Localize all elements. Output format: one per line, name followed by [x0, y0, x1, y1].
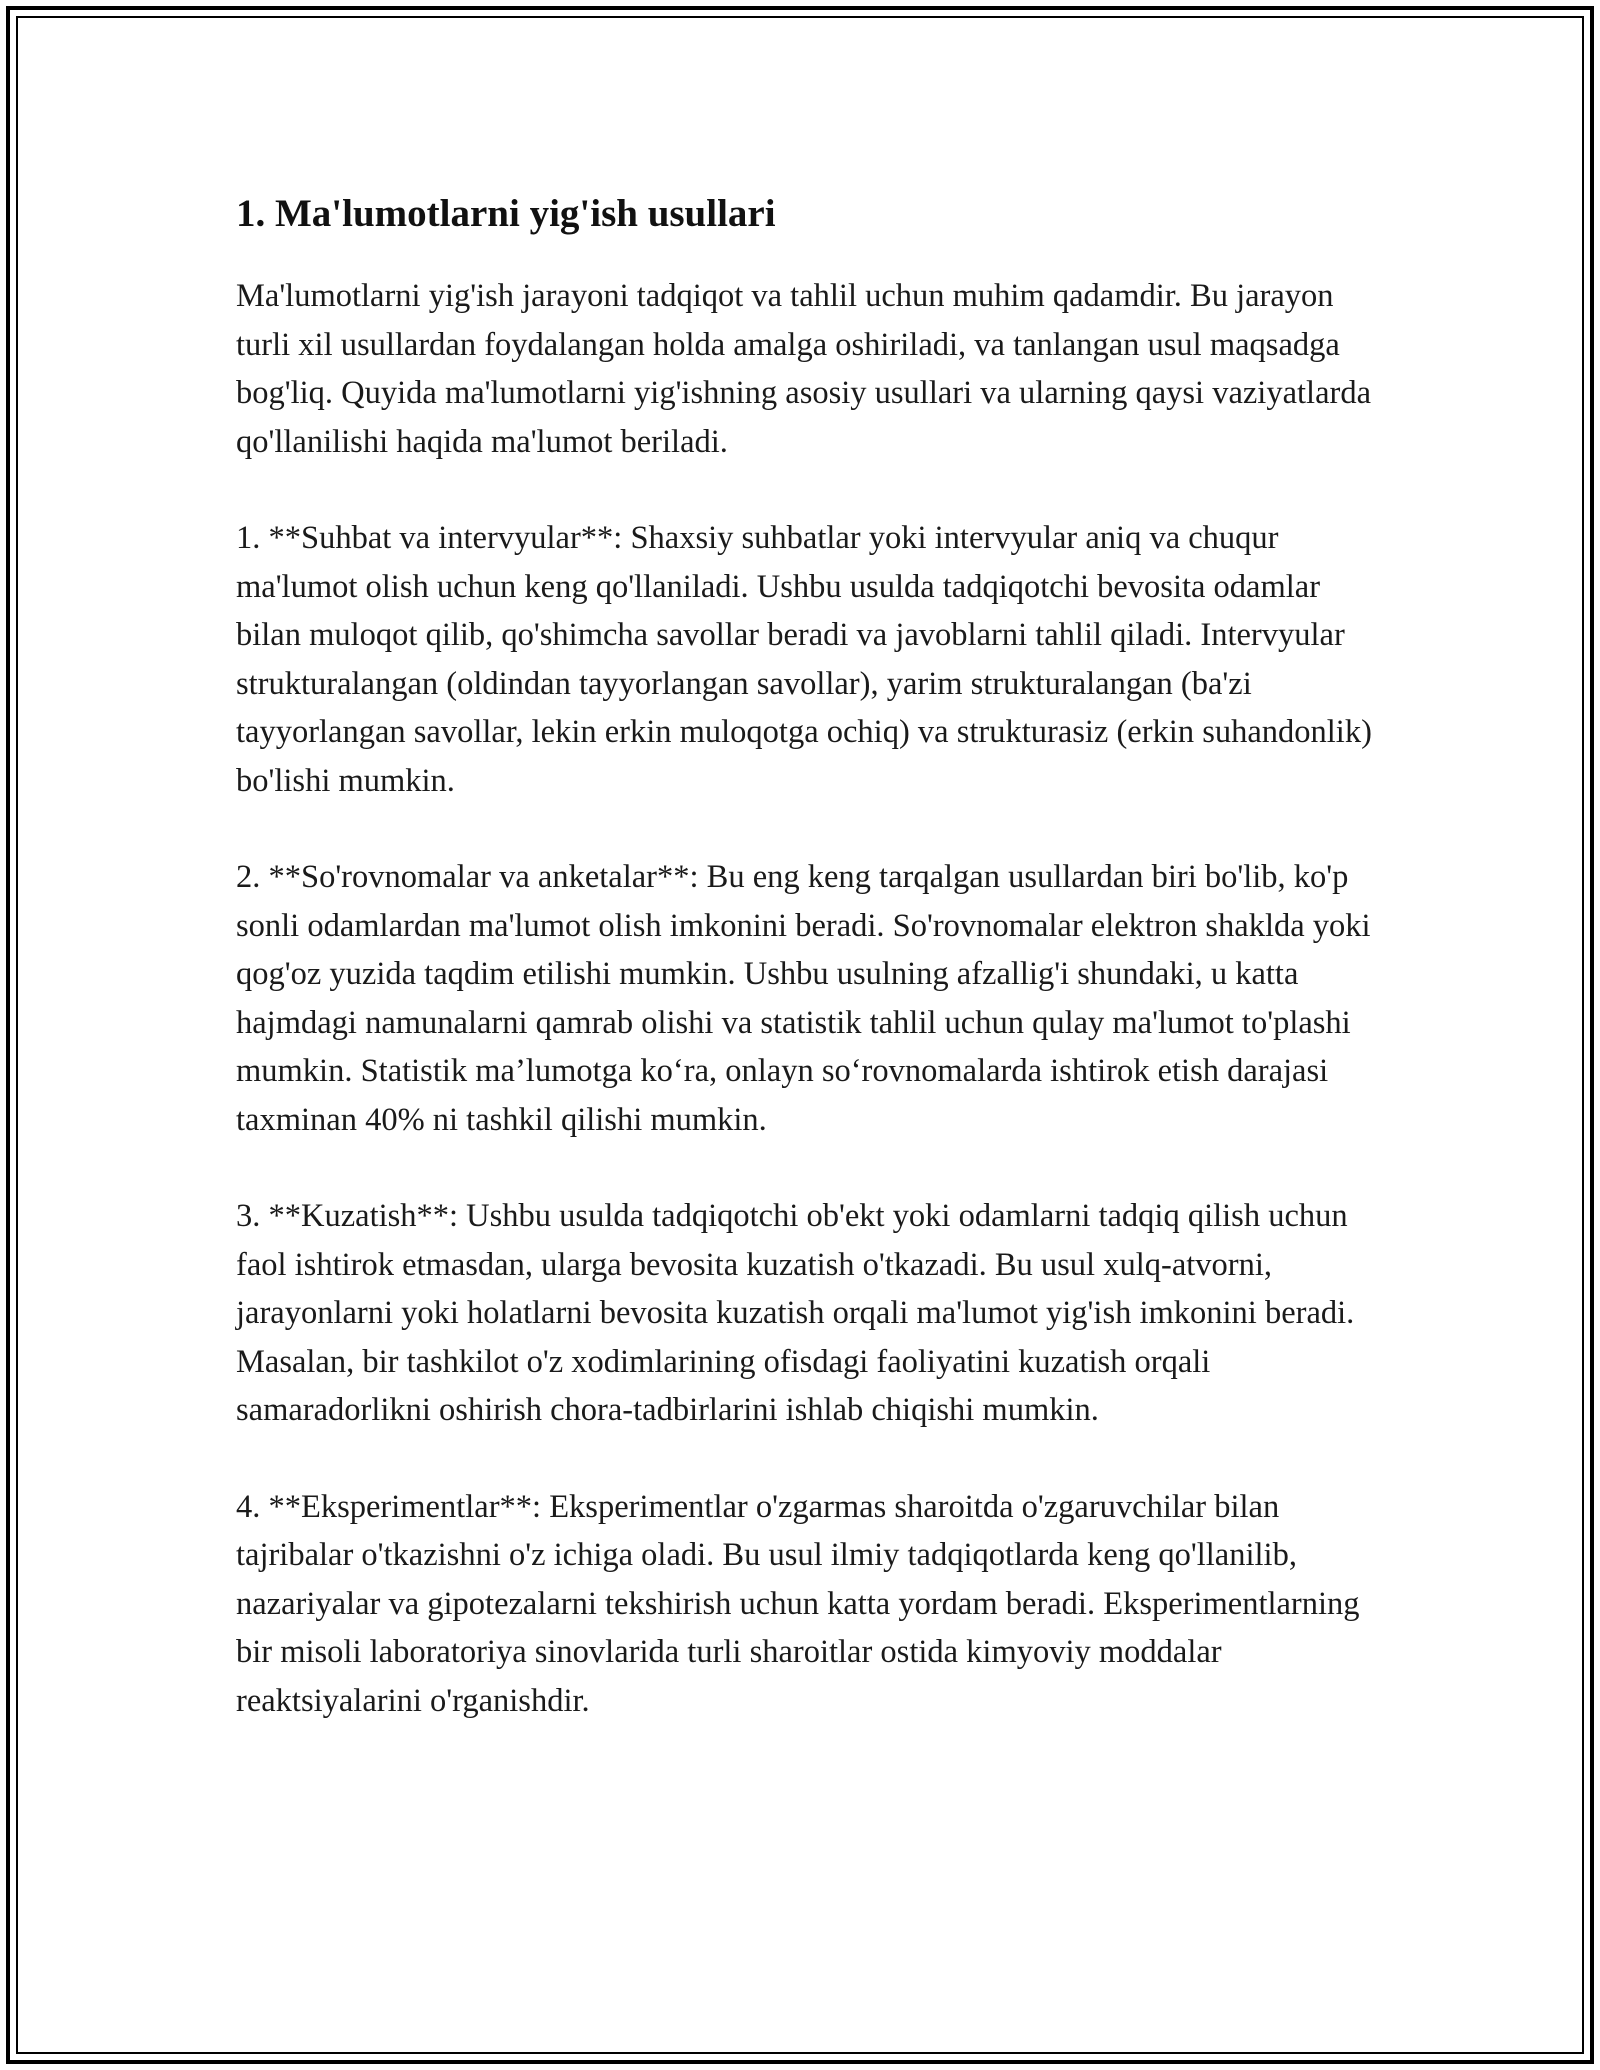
document-body [236, 186, 1376, 1725]
surveys-paragraph: 2. **So'rovnomalar va anketalar**: Bu eng keng tarqalgan usullardan biri bo'lib, ko'p sonli odamlardan ma'lumot olish imkonini beradi. So'rovnomalar elektron shaklda yoki qog'oz yuzida taqdim etilishi mumkin. Ushbu usulning afzallig'i shundaki, u katta hajmdagi namunalarni qamrab olishi va statistik tahlil uchun qulay ma'lumot to'plashi mumkin. Statistik ma’lumotga ko‘ra, onlayn so‘rovnomalarda ishtirok etish darajasi taxminan 40% ni tashkil qilishi mumkin. [236, 859, 1371, 1138]
experiments-paragraph: 4. **Eksperimentlar**: Eksperimentlar o'zgarmas sharoitda o'zgaruvchilar bilan tajribalar o'tkazishni o'z ichiga oladi. Bu usul ilmiy tadqiqotlarda keng qo'llanilib, nazariyalar va gipotezalarni tekshirish uchun katta yordam beradi. Eksperimentlarning bir misoli laboratoriya sinovlarida turli sharoitlar ostida kimyoviy moddalar reaktsiyalarini o'rganishdir. [236, 1488, 1360, 1719]
intro-paragraph: Ma'lumotlarni yig'ish jarayoni tadqiqot va tahlil uchun muhim qadamdir. Bu jarayon turli xil usullardan foydalangan holda amalga oshiriladi, va tanlangan usul maqsadga bog'liq. Quyida ma'lumotlarni yig'ishning asosiy usullari va ularning qaysi vaziyatlarda qo'llanilishi haqida ma'lumot beriladi. [236, 278, 1371, 460]
interviews-paragraph: 1. **Suhbat va intervyular**: Shaxsiy suhbatlar yoki intervyular aniq va chuqur ma'lumot olish uchun keng qo'llaniladi. Ushbu usulda tadqiqotchi bevosita odamlar bilan muloqot qilib, qo'shimcha savollar beradi va javoblarni tahlil qiladi. Intervyular strukturalangan (oldindan tayyorlangan savollar), yarim strukturalangan (ba'zi tayyorlangan savollar, lekin erkin muloqotga ochiq) va strukturasiz (erkin suhandonlik) bo'lishi mumkin. [236, 520, 1372, 799]
document-title: 1. Ma'lumotlarni yig'ish usullari [236, 192, 776, 235]
observation-paragraph: 3. **Kuzatish**: Ushbu usulda tadqiqotchi ob'ekt yoki odamlarni tadqiq qilish uchun faol ishtirok etmasdan, ularga bevosita kuzatish o'tkazadi. Bu usul xulq-atvorni, jarayonlarni yoki holatlarni bevosita kuzatish orqali ma'lumot yig'ish imkonini beradi. Masalan, bir tashkilot o'z xodimlarining ofisdagi faoliyatini kuzatish orqali samaradorlikni oshirish chora-tadbirlarini ishlab chiqishi mumkin. [236, 1198, 1355, 1428]
